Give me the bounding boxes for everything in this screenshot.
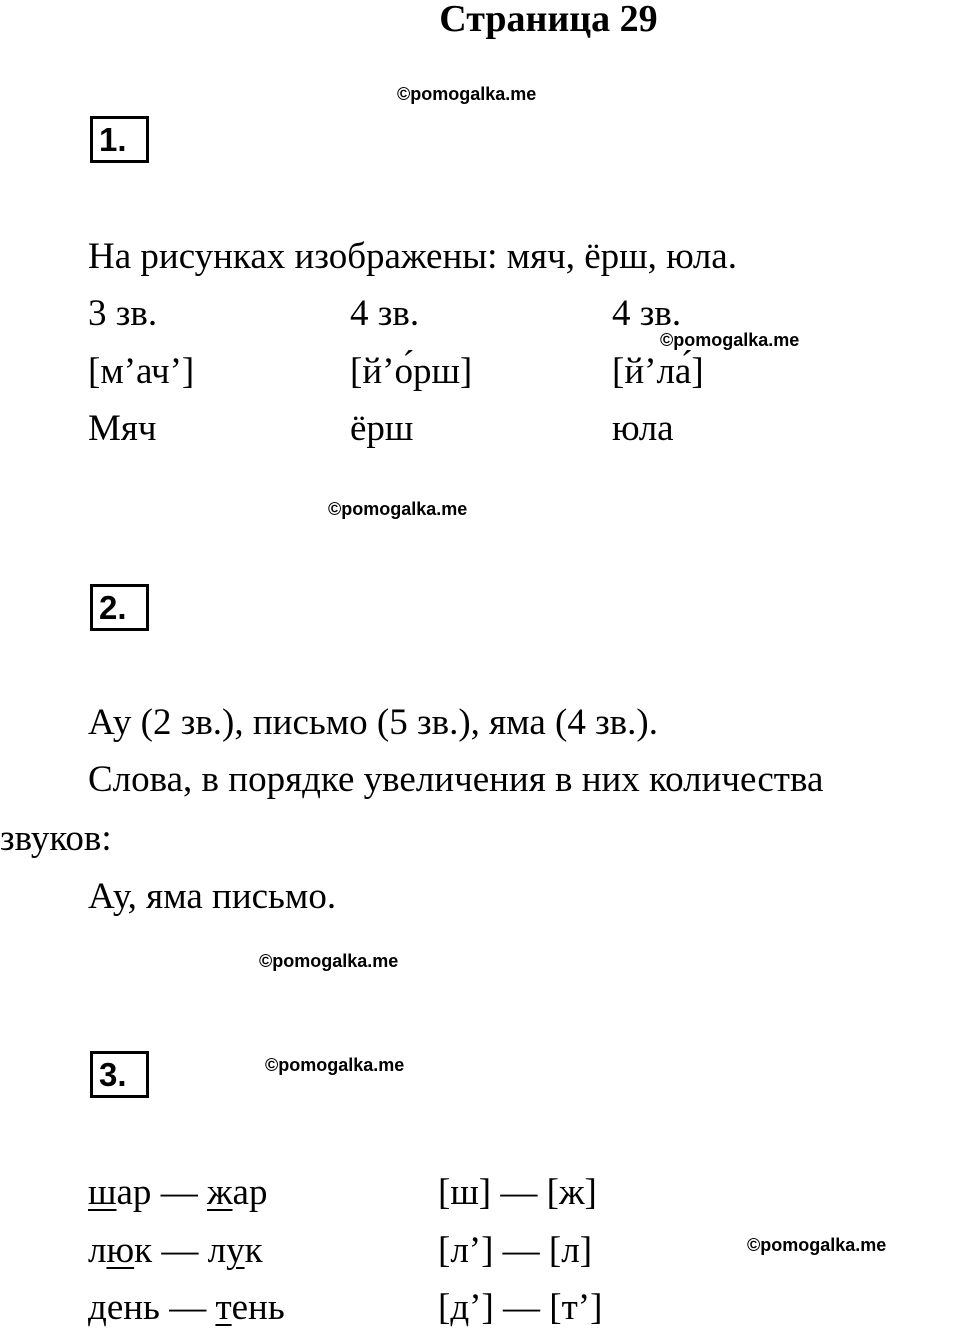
page-title: Страница 29 [439, 0, 658, 40]
task1-intro: На рисунках изображены: мяч, ёрш, юла. [88, 236, 737, 277]
task3-pair-1: шар — жар [88, 1172, 268, 1213]
task1-word-2: ёрш [350, 408, 414, 449]
task2-line-3: звуков: [0, 818, 112, 859]
watermark: ©pomogalka.me [328, 499, 468, 519]
task1-transcription-2: [й’о́рш] [350, 351, 473, 392]
task1-count-1: 3 зв. [88, 293, 158, 334]
task2-line-2: Слова, в порядке увеличения в них количества [88, 759, 824, 800]
task3-sounds-2: [л’] — [л] [438, 1230, 593, 1271]
watermark: ©pomogalka.me [259, 951, 399, 971]
task2-answer: Ау, яма письмо. [88, 876, 337, 917]
task1-transcription-3: [й’ла́] [612, 351, 704, 392]
watermark: ©pomogalka.me [265, 1055, 405, 1075]
task3-pair-3: день — тень [88, 1287, 285, 1328]
task1-count-2: 4 зв. [350, 293, 420, 334]
task3-sounds-1: [ш] — [ж] [438, 1172, 597, 1213]
watermark: ©pomogalka.me [747, 1235, 887, 1255]
task-number-1: 1. [90, 116, 149, 163]
task1-count-3: 4 зв. [612, 293, 682, 334]
task1-word-3: юла [612, 408, 674, 449]
task3-pair-2: люк — лук [88, 1230, 263, 1271]
task-number-2: 2. [90, 584, 149, 631]
watermark: ©pomogalka.me [660, 330, 800, 350]
task1-word-1: Мяч [88, 408, 157, 449]
task1-transcription-1: [м’ач’] [88, 351, 195, 392]
task-number-3: 3. [90, 1051, 149, 1098]
task3-sounds-3: [д’] — [т’] [438, 1287, 603, 1328]
watermark: ©pomogalka.me [397, 84, 537, 104]
task2-line-1: Ау (2 зв.), письмо (5 зв.), яма (4 зв.). [88, 702, 658, 743]
